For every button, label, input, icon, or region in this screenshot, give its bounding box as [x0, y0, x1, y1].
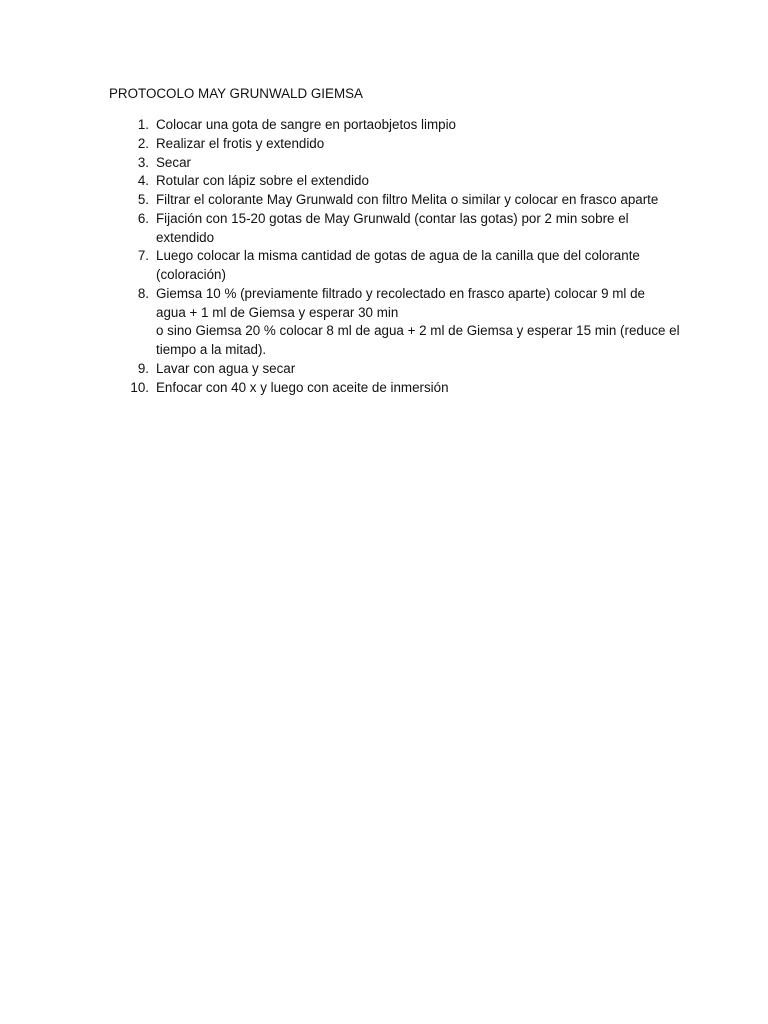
step-item	[109, 135, 669, 154]
step-text-line: tiempo a la mitad).	[156, 342, 267, 357]
step-number: 9.	[137, 360, 149, 376]
step-item	[109, 154, 669, 173]
document-title: PROTOCOLO MAY GRUNWALD GIEMSA	[109, 86, 363, 101]
step-item	[109, 172, 669, 191]
protocol-step-list	[109, 116, 680, 397]
step-item	[109, 191, 669, 210]
step-number: 2.	[137, 135, 149, 151]
step-text-line: extendido	[156, 229, 215, 245]
step-text-line: Fijación con 15-20 gotas de May Grunwald (contar las gotas) por 2 min sobre el	[156, 210, 629, 226]
step-number: 1.	[137, 117, 149, 132]
step-number: 7.	[137, 248, 149, 264]
step-text-line: Secar	[156, 154, 191, 170]
step-item	[109, 247, 669, 285]
step-item	[109, 210, 669, 248]
step-item	[109, 379, 669, 398]
step-text-line: agua + 1 ml de Giemsa y esperar 30 min	[156, 304, 399, 320]
step-text-line: Realizar el frotis y extendido	[156, 135, 325, 151]
step-item	[109, 360, 669, 379]
step-item	[109, 285, 680, 360]
step-text-line: Filtrar el colorante May Grunwald con filtro Melita o similar y colocar en frasco aparte	[156, 192, 659, 207]
step-item	[109, 116, 669, 135]
step-number: 5.	[137, 192, 149, 207]
step-text-line: Rotular con lápiz sobre el extendido	[156, 173, 369, 189]
step-number: 6.	[137, 210, 149, 226]
step-text-line: (coloración)	[156, 267, 226, 282]
step-number: 10.	[130, 379, 149, 395]
step-number: 8.	[137, 285, 149, 301]
step-text-line: o sino Giemsa 20 % colocar 8 ml de agua + 2 ml de Giemsa y esperar 15 min (reduce el	[156, 323, 680, 339]
step-text-line: Luego colocar la misma cantidad de gotas de agua de la canilla que del colorante	[156, 248, 640, 264]
step-number: 3.	[137, 154, 149, 170]
step-number: 4.	[137, 173, 149, 189]
step-text-line: Enfocar con 40 x y luego con aceite de inmersión	[156, 379, 449, 395]
step-text-line: Colocar una gota de sangre en portaobjetos limpio	[156, 117, 456, 132]
step-text-line: Giemsa 10 % (previamente filtrado y recolectado en frasco aparte) colocar 9 ml de	[156, 285, 645, 301]
step-text-line: Lavar con agua y secar	[156, 360, 296, 376]
